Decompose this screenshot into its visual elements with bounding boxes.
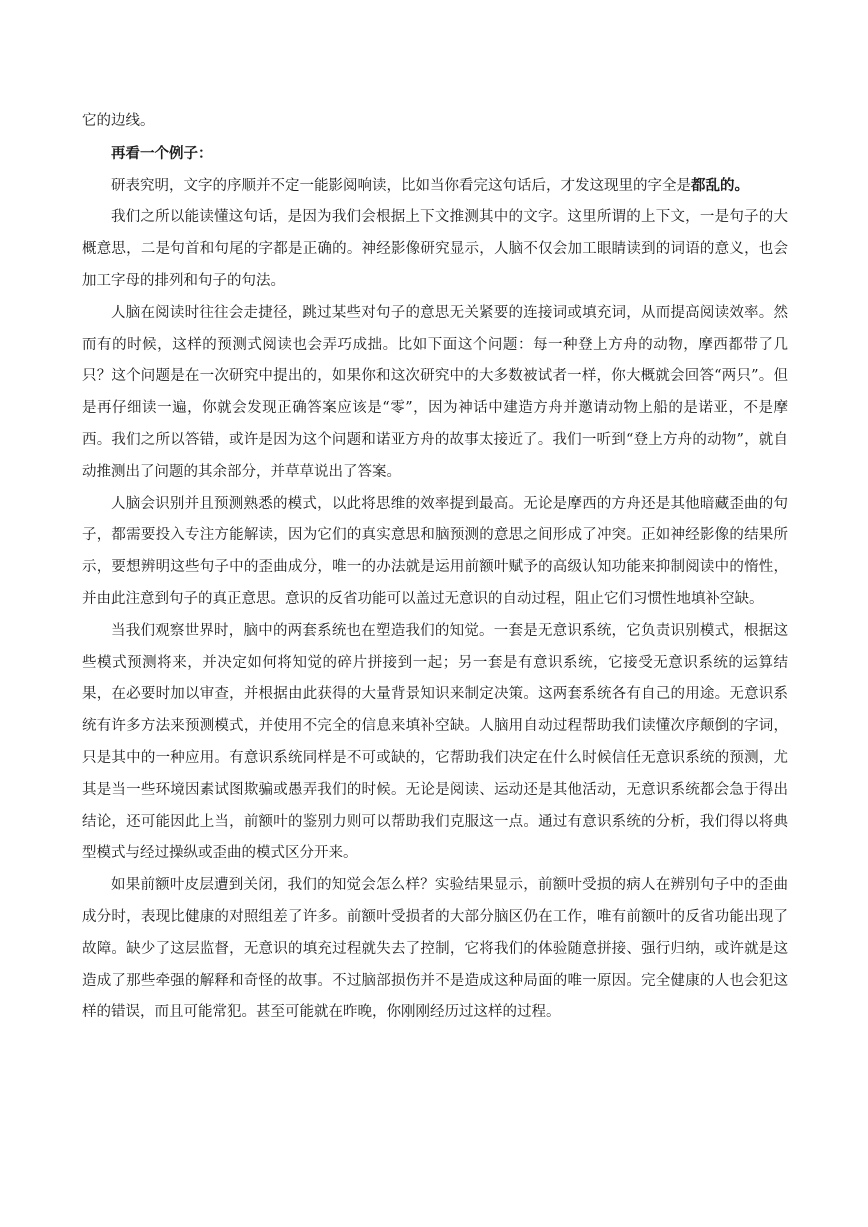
paragraph-context: 我们之所以能读懂这句话，是因为我们会根据上下文推测其中的文字。这里所谓的上下文，一是句子的大概意思，二是句首和句尾的字都是正确的。神经影像研究显示，人脑不仅会加工眼睛读到的词语的意义，也会加工字母的排列和句子的句法。 [82,209,788,289]
paragraph-prefrontal: 如果前额叶皮层遭到关闭，我们的知觉会怎么样？实验结果显示，前额叶受损的病人在辨别句子中的歪曲成分时，表现比健康的对照组差了许多。前额叶受损者的大部分脑区仍在工作，唯有前额叶的反省功能出现了故障。缺少了这层监督，无意识的填充过程就失去了控制，它将我们的体验随意拼接、强行归纳，或许就是这造成了那些牵强的解释和奇怪的故事。不过脑部损伤并不是造成这种局面的唯一原因。完全健康的人也会犯这样的错误，而且可能常犯。甚至可能就在昨晚，你刚刚经历过这样的过程。 [82,877,788,1021]
scrambled-sentence [82,170,788,203]
paragraph-shortcut: 人脑在阅读时往往会走捷径，跳过某些对句子的意思无关紧要的连接词或填充词，从而提高阅读效率。然而有的时候，这样的预测式阅读也会弄巧成拙。比如下面这个问题：每一种登上方舟的动物，摩西都带了几只？这个问题是在一次研究中提出的，如果你和这次研究中的大多数被试者一样，你大概就会回答“两只”。但是再仔细读一遍，你就会发现正确答案应该是“零”，因为神话中建造方舟并邀请动物上船的是诺亚，不是摩西。我们之所以答错，或许是因为这个问题和诺亚方舟的故事太接近了。我们一听到“登上方舟的动物”，就自动推测出了问题的其余部分，并草草说出了答案。 [82,304,788,480]
document-page [82,106,788,1029]
paragraph-patterns: 人脑会识别并且预测熟悉的模式，以此将思维的效率提到最高。无论是摩西的方舟还是其他暗藏歪曲的句子，都需要投入专注方能解读，因为它们的真实意思和脑预测的意思之间形成了冲突。正如神经影像的结果所示，要想辨明这些句子中的歪曲成分，唯一的办法就是运用前额叶赋予的高级认知功能来抑制阅读中的惰性，并由此注意到句子的真正意思。意识的反省功能可以盖过无意识的自动过程，阻止它们习惯性地填补空缺。 [82,495,788,607]
scrambled-emphasis: 都乱的。 [691,176,749,194]
paragraph-two-systems: 当我们观察世界时，脑中的两套系统也在塑造我们的知觉。一套是无意识系统，它负责识别模式，根据这些模式预测将来，并决定如何将知觉的碎片拼接到一起；另一套是有意识系统，它接受无意识系统的运算结果，在必要时加以审查，并根据由此获得的大量背景知识来制定决策。这两套系统各有自己的用途。无意识系统有许多方法来预测模式，并使用不完全的信息来填补空缺。人脑用自动过程帮助我们读懂次序颠倒的字词，只是其中的一种应用。有意识系统同样是不可或缺的，它帮助我们决定在什么时候信任无意识系统的预测，尤其是当一些环境因素试图欺骗或愚弄我们的时候。无论是阅读、运动还是其他活动，无意识系统都会急于得出结论，还可能因此上当，前额叶的鉴别力则可以帮助我们克服这一点。通过有意识系统的分析，我们得以将典型模式与经过操纵或歪曲的模式区分开来。 [82,622,788,862]
scrambled-text: 研表究明，文字的序顺并不定一能影阅响读，比如当你看完这句话后，才发这现里的字全是 [111,177,691,194]
example-heading: 再看一个例子： [111,144,213,162]
continuation-text: 它的边线。 [82,113,155,129]
